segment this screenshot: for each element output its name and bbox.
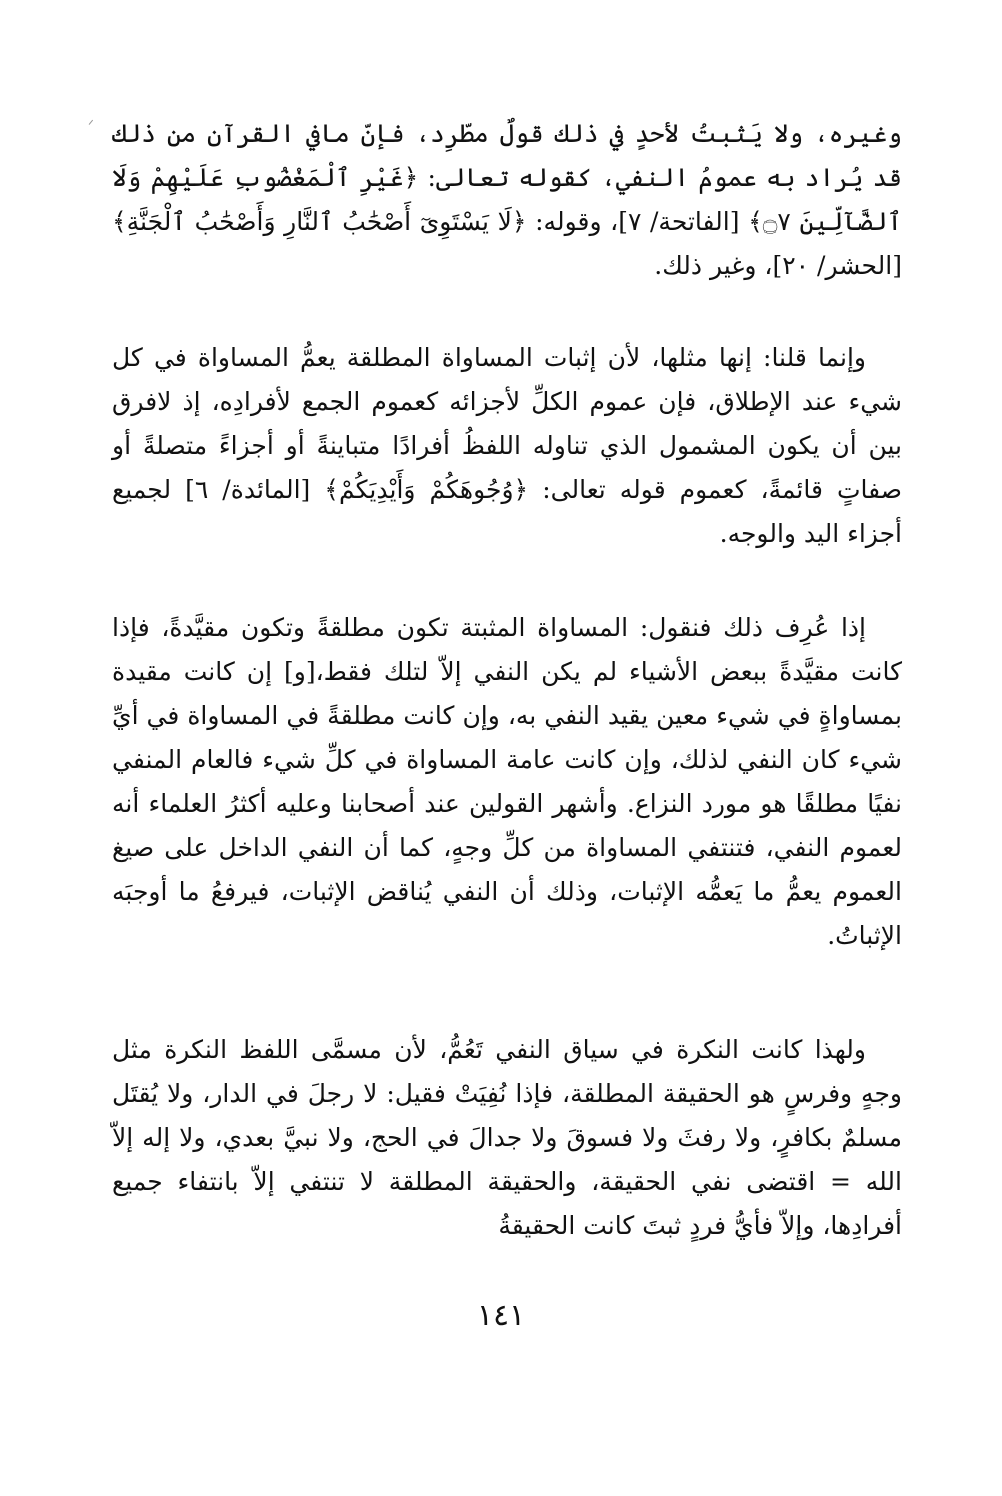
paragraph-1: وغيره، ولا يَثبتُ لأحدٍ في ذلك قولٌ مطّرِد، فإنّ مافي القرآن من ذلك قد يُراد به عمومُ النفي، كقوله تعالى: ﴿غَيْرِ ٱلْمَغْضُوبِ عَلَيْهِمْ وَلَا ٱلضَّآلِّينَ ۝٧﴾ [الفاتحة/ ٧]، وقوله: ﴿لَا يَسْتَوِىٓ أَصْحَٰبُ ٱلنَّارِ وَأَصْحَٰبُ ٱلْجَنَّةِ﴾ [الحشر/ ٢٠]، وغير ذلك. [112,119,902,280]
margin-mark: ᐟ [88,118,94,134]
paragraph-2: وإنما قلنا: إنها مثلها، لأن إثبات المساواة المطلقة يعمُّ المساواة في كل شيء عند الإطلاق، فإن عموم الكلِّ لأجزائه كعموم الجمع لأفرادِه، إذ لافرق بين أن يكون المشمول الذي تناوله اللفظُ أفرادًا متباينةً أو أجزاءً متصلةً أو صفاتٍ قائمةً، كعموم قوله تعالى: ﴿وُجُوهَكُمْ وَأَيْدِيَكُمْ﴾ [المائدة/ ٦] لجميع أجزاء اليد والوجه. [112,343,902,548]
paragraph-3: إذا عُرِف ذلك فنقول: المساواة المثبتة تكون مطلقةً وتكون مقيَّدةً، فإذا كانت مقيَّدةً ببعض الأشياء لم يكن النفي إلاّ لتلك فقط،[و] إن كانت مقيدة بمساواةٍ في شيء معين يقيد النفي به، وإن كانت مطلقةً في المساواة في أيِّ شيء كان النفي لذلك، وإن كانت عامة المساواة في كلِّ شيء فالعام المنفي نفيًا مطلقًا هو مورد النزاع. وأشهر القولين عند أصحابنا وعليه أكثرُ العلماء أنه لعموم النفي، فتنتفي المساواة من كلِّ وجهٍ، كما أن النفي الداخل على صيغ العموم يعمُّ ما يَعمُّه الإثبات، وذلك أن النفي يُناقض الإثبات، فيرفعُ ما أوجبَه الإثباتُ. [112,613,902,950]
page-number: ١٤١ [476,1298,526,1333]
paragraph-4: ولهذا كانت النكرة في سياق النفي تَعُمُّ، لأن مسمَّى اللفظ النكرة مثل وجهٍ وفرسٍ هو الحقيقة المطلقة، فإذا نُفِيَتْ فقيل: لا رجلَ في الدار، ولا يُقتَل مسلمٌ بكافرٍ، ولا رفثَ ولا فسوقَ ولا جدالَ في الحج، ولا نبيَّ بعدي، ولا إله إلاّ الله = اقتضى نفي الحقيقة، والحقيقة المطلقة لا تنتفي إلاّ بانتفاء جميع أفرادِها، وإلاّ فأيُّ فردٍ ثبتَ كانت الحقيقةُ [112,1035,902,1240]
